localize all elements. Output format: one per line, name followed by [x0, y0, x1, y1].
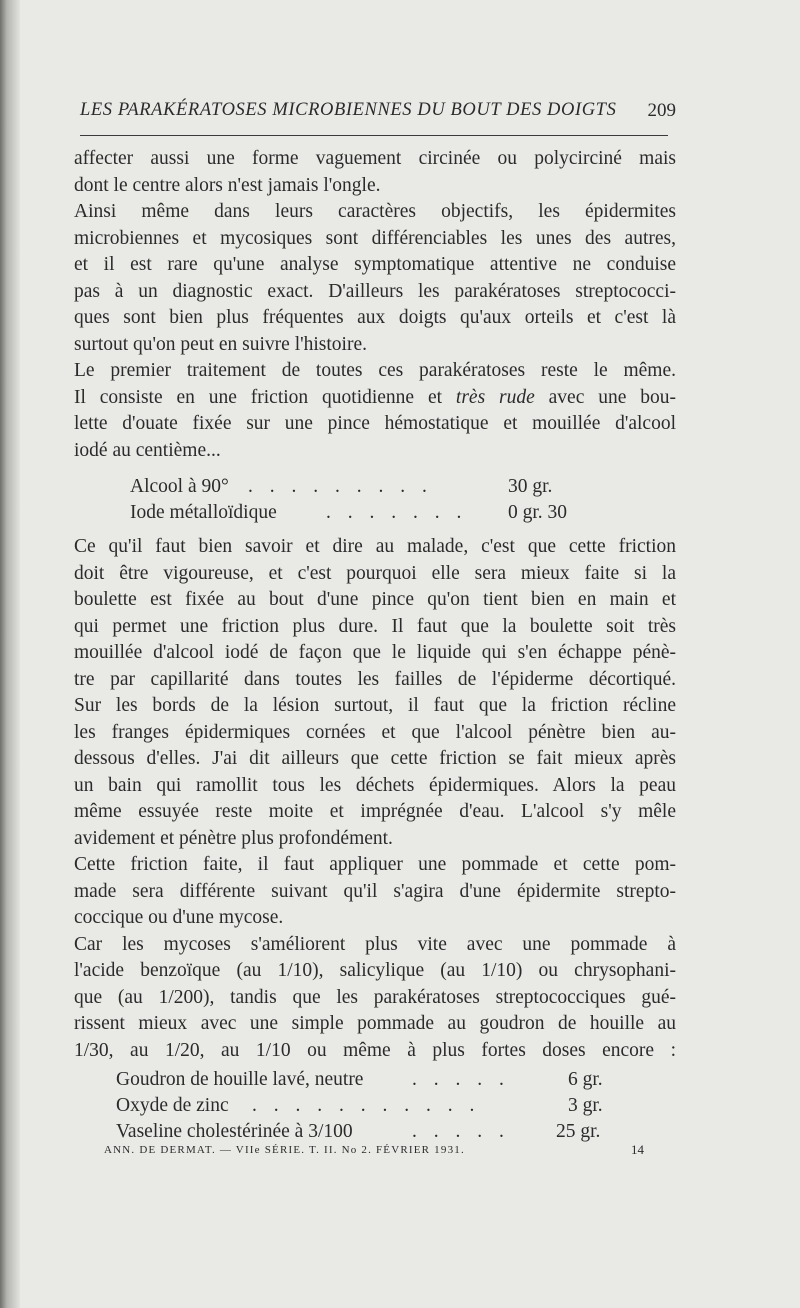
- recipe-row: [130, 500, 650, 526]
- text-line: Car les mycoses s'améliorent plus vite avec une pommade à: [74, 933, 676, 955]
- recipe-leader-dots: . . . . . . . . .: [248, 476, 433, 497]
- text-line: Ainsi même dans leurs caractères objectifs, les épidermites: [74, 201, 676, 222]
- recipe-ingredient: Alcool à 90°: [130, 476, 229, 497]
- running-header: [80, 100, 676, 126]
- text-line: dessous d'elles. J'ai dit ailleurs que cette friction se fait mieux après: [74, 748, 676, 769]
- text-line: et il est rare qu'une analyse symptomatique attentive ne conduise: [74, 254, 676, 275]
- text-line: microbiennes et mycosiques sont différenciables les unes des autres,: [74, 227, 676, 249]
- text-line: avidement et pénètre plus profondément.: [74, 827, 393, 849]
- text-line: Le premier traitement de toutes ces parakératoses reste le même.: [74, 360, 676, 381]
- text-line: lette d'ouate fixée sur une pince hémostatique et mouillée d'alcool: [74, 413, 676, 434]
- body-text-top: [74, 146, 676, 464]
- recipe-ingredient: Oxyde de zinc: [116, 1095, 229, 1116]
- text-line: Sur les bords de la lésion surtout, il faut que la friction récline: [74, 695, 676, 716]
- text-line: iodé au centième...: [74, 439, 221, 461]
- recipe-row: [116, 1119, 636, 1145]
- text-line-friction: [74, 385, 676, 412]
- recipe-amount: 25 gr.: [556, 1121, 601, 1142]
- emphasis-tres-rude: très rude: [455, 386, 535, 408]
- recipe-amount: 3 gr.: [568, 1095, 603, 1116]
- text-line: Ce qu'il faut bien savoir et dire au malade, c'est que cette friction: [74, 536, 676, 557]
- journal-citation: ANN. DE DERMAT. — VIIe SÉRIE. T. II. No 2. FÉVRIER 1931.: [104, 1144, 465, 1156]
- recipe-row: [130, 474, 650, 500]
- text-line: que (au 1/200), tandis que les parakératoses streptococciques gué-: [74, 986, 676, 1008]
- book-spine-shadow: [0, 0, 20, 1308]
- text-line: tre par capillarité dans toutes les failles de l'épiderme décortiqué.: [74, 668, 676, 690]
- text-line: doit être vigoureuse, et c'est pourquoi elle sera mieux faite si la: [74, 562, 676, 584]
- text-line: 1/30, au 1/20, au 1/10 ou même à plus fortes doses encore :: [74, 1039, 676, 1061]
- text-line: les franges épidermiques cornées et que l'alcool pénètre bien au-: [74, 721, 676, 743]
- running-title: LES PARAKÉRATOSES MICROBIENNES DU BOUT DES DOIGTS: [80, 100, 617, 120]
- text-line: même essuyée reste moite et imprégnée d'eau. L'alcool s'y mêle: [74, 801, 676, 822]
- text-line: affecter aussi une forme vaguement circinée ou polycirciné mais: [74, 148, 676, 169]
- text-line: surtout qu'on peut en suivre l'histoire.: [74, 333, 367, 355]
- text-line: pas à un diagnostic exact. D'ailleurs les parakératoses streptococci-: [74, 280, 676, 302]
- recipe-leader-dots: . . . . .: [412, 1121, 510, 1142]
- recipe-ingredient: Iode métalloïdique: [130, 502, 277, 523]
- text-line: dont le centre alors n'est jamais l'ongle.: [74, 174, 381, 196]
- text-line: rissent mieux avec une simple pommade au goudron de houille au: [74, 1013, 676, 1034]
- recipe-amount: 0 gr. 30: [508, 502, 568, 523]
- page-number: 209: [647, 100, 676, 121]
- text-line: Cette friction faite, il faut appliquer une pommade et cette pom-: [74, 854, 676, 875]
- recipe-ingredient: Goudron de houille lavé, neutre: [116, 1069, 364, 1090]
- text-line: ques sont bien plus fréquentes aux doigts qu'aux orteils et c'est là: [74, 307, 676, 328]
- header-rule: [80, 135, 668, 136]
- recipe-leader-dots: . . . . .: [412, 1069, 510, 1090]
- text-run: avec une bou-: [534, 386, 676, 408]
- body-text-bottom: [74, 534, 676, 1064]
- text-line: l'acide benzoïque (au 1/10), salicylique (au 1/10) ou chrysophani-: [74, 960, 676, 981]
- recipe-leader-dots: . . . . . . . . . . .: [252, 1095, 481, 1116]
- recipe-row: [116, 1067, 636, 1093]
- text-line: mouillée d'alcool iodé de façon que le liquide qui s'en échappe pénè-: [74, 642, 676, 663]
- signature-folio: 14: [631, 1142, 644, 1157]
- text-line: qui permet une friction plus dure. Il faut que la boulette soit très: [74, 615, 676, 637]
- recipe-ingredient: Vaseline cholestérinée à 3/100: [116, 1121, 353, 1142]
- recipe-row: [116, 1093, 636, 1119]
- recipe-amount: 30 gr.: [508, 476, 553, 497]
- text-line: boulette est fixée au bout d'une pince qu'on tient bien en main et: [74, 589, 676, 610]
- text-run: Il consiste en une friction quotidienne et: [74, 386, 456, 408]
- recipe-amount: 6 gr.: [568, 1069, 603, 1090]
- text-line: coccique ou d'une mycose.: [74, 907, 284, 928]
- text-line: un bain qui ramollit tous les déchets épidermiques. Alors la peau: [74, 774, 676, 796]
- recipe-leader-dots: . . . . . . .: [326, 502, 468, 523]
- text-line: made sera différente suivant qu'il s'agira d'une épidermite strepto-: [74, 880, 676, 902]
- journal-footer: [104, 1144, 644, 1162]
